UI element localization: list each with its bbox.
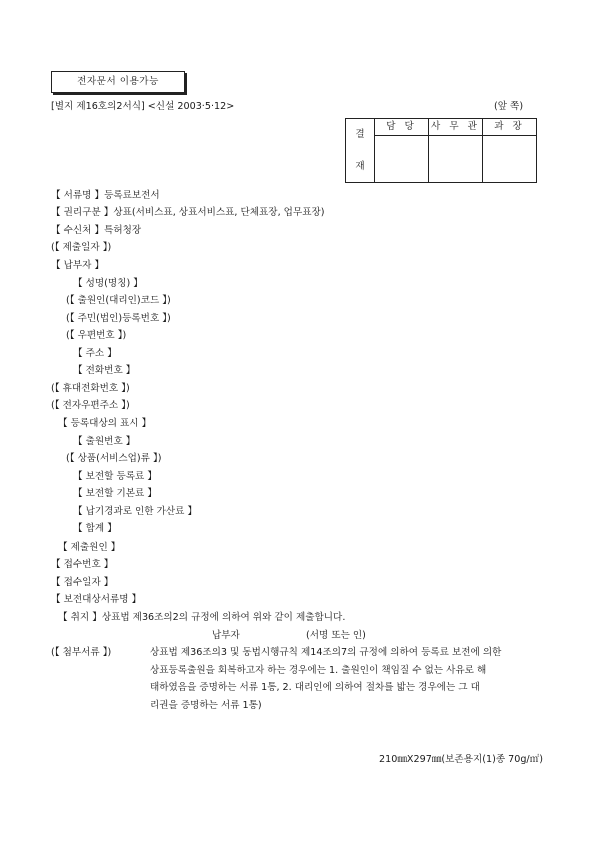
- approval-sign-officer: [429, 136, 483, 183]
- approval-side-label: [346, 119, 375, 183]
- field-total: 【 합계 】: [73, 523, 117, 534]
- field-applicant-code: (【 출원인(대리인)코드 】): [66, 295, 171, 306]
- field-late-surcharge: 【 납기경과로 인한 가산료 】: [73, 506, 198, 517]
- field-registration-target: 【 등록대상의 표시 】: [58, 418, 152, 429]
- field-document-name: 【 서류명 】등록료보전서: [51, 190, 160, 201]
- approval-header-director: 과 장: [483, 119, 537, 136]
- field-postal-code: (【 우편번호 】): [66, 330, 127, 341]
- electronic-document-stamp: 전자문서 이용가능: [51, 71, 185, 93]
- field-purpose-statement: 【 취지 】상표법 제36조의2의 규정에 의하여 위와 같이 제출합니다.: [58, 612, 346, 623]
- field-right-type: 【 권리구분 】상표(서비스표, 상표서비스표, 단체표장, 업무표장): [51, 207, 325, 218]
- field-submission-reason: 【 제출원인 】: [58, 542, 121, 553]
- attachment-text-line-3: 태하였음을 증명하는 서류 1통, 2. 대리인에 의하여 절차를 밟는 경우에는 그 대: [150, 682, 480, 693]
- approval-side-top: 결: [355, 128, 365, 140]
- approval-header-officer: 사 무 관: [429, 119, 483, 136]
- attachment-label: (【 첨부서류 】): [51, 647, 112, 658]
- field-submission-date: (【 제출일자 】): [51, 242, 112, 253]
- form-identifier: [별지 제16호의2서식] <신설 2003·5·12>: [51, 101, 235, 112]
- field-receipt-number: 【 접수번호 】: [51, 559, 114, 570]
- field-recipient: 【 수신처 】특허청장: [51, 225, 142, 236]
- field-mobile-phone: (【 휴대전화번호 】): [51, 383, 130, 394]
- approval-side-bottom: 재: [355, 160, 365, 172]
- field-target-document-name: 【 보전대상서류명 】: [51, 594, 142, 605]
- paper-specification: 210㎜X297㎜(보존용지(1)종 70g/㎡): [379, 754, 543, 765]
- page-side-label: (앞 쪽): [494, 101, 524, 112]
- approval-sign-director: [483, 136, 537, 183]
- field-basic-fee: 【 보전할 기본료 】: [73, 488, 157, 499]
- signature-label: 납부자: [212, 630, 240, 641]
- field-goods-class: (【 상품(서비스업)류 】): [66, 453, 162, 464]
- field-phone: 【 전화번호 】: [73, 365, 136, 376]
- field-registration-number: (【 주민(법인)등록번호 】): [66, 313, 171, 324]
- field-payer-name: 【 성명(명칭) 】: [73, 278, 143, 289]
- attachment-text-line-1: 상표법 제36조의3 및 동법시행규칙 제14조의7의 규정에 의하여 등록료 보전에 의한: [150, 647, 502, 658]
- field-payer: 【 납부자 】: [51, 260, 105, 271]
- approval-table: [345, 118, 537, 183]
- approval-header-staff: 담 당: [375, 119, 429, 136]
- attachment-text-line-4: 리권을 증명하는 서류 1통): [150, 699, 262, 711]
- field-application-number: 【 출원번호 】: [73, 436, 136, 447]
- field-email: (【 전자우편주소 】): [51, 400, 130, 411]
- field-registration-fee: 【 보전할 등록료 】: [73, 471, 157, 482]
- field-address: 【 주소 】: [73, 348, 117, 359]
- field-receipt-date: 【 접수일자 】: [51, 577, 114, 588]
- signature-note: (서명 또는 인): [306, 630, 366, 641]
- approval-sign-staff: [375, 136, 429, 183]
- attachment-text-line-2: 상표등록출원을 회복하고자 하는 경우에는 1. 출원인이 책임질 수 없는 사유로 해: [150, 664, 487, 676]
